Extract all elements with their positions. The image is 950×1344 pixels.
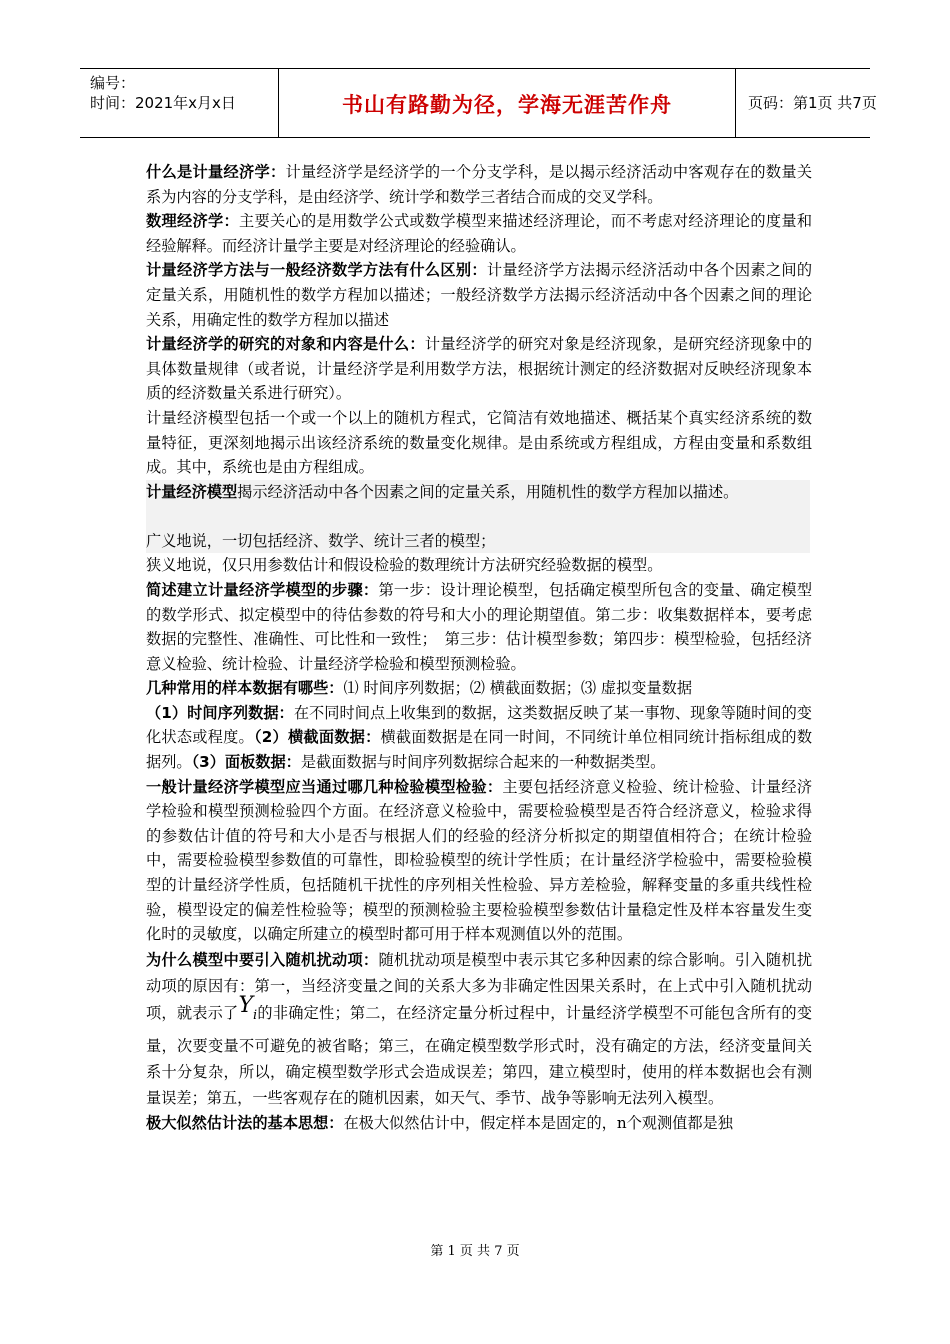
term: 计量经济模型	[146, 482, 238, 501]
paragraph-sample-data	[146, 676, 812, 701]
document-time-label: 时间：2021年x月x日	[90, 94, 236, 112]
term: （1）时间序列数据：	[146, 703, 294, 722]
term: 几种常用的样本数据有哪些：	[146, 679, 344, 698]
paragraph-model-steps	[146, 578, 812, 676]
text: 横截面数据是在同一时间，不同统计单位相同统计指标组成的数据列。	[146, 728, 813, 772]
text: 计量经济模型包括一个或一个以上的随机方程式，它简洁有效地描述、概括某个真实经济系统的数量特征，更深刻地揭示出该经济系统的数量变化规律。是由系统或方程组成，方程由变量和系数组成。其中，系统也是由方程组成。	[146, 408, 812, 477]
header-motto: 书山有路勤为径，学海无涯苦作舟	[342, 93, 672, 117]
term: 简述建立计量经济学模型的步骤：	[146, 580, 379, 599]
paragraph-research-object	[146, 332, 812, 406]
paragraph-mle	[146, 1111, 812, 1136]
text: 揭示经济活动中各个因素之间的定量关系，用随机性的数学方程加以描述。	[237, 482, 739, 501]
term: （2）横截面数据：	[253, 728, 381, 747]
text: 狭义地说，仅只用参数估计和假设检验的数理统计方法研究经验数据的模型。	[146, 556, 663, 575]
paragraph-model-tests	[146, 775, 812, 947]
text: 主要关心的是用数学公式或数学模型来描述经济理论，而不考虑对经济理论的度量和经验解释。而经济计量学主要是对经济理论的经验确认。	[146, 212, 813, 255]
text: 在极大似然估计中，假定样本是固定的，n个观测值都是独	[343, 1114, 733, 1133]
term: 数理经济学：	[146, 212, 239, 231]
term: 什么是计量经济学：	[146, 163, 286, 181]
text: 随机扰动项是模型中表示其它多种因素的综合影响。引入随机扰动项的原因有：第一，当经济变量之间的关系大多为非确定性因果关系时，在上式中引入随机扰动项，就表示了	[146, 950, 813, 1022]
text: 广义地说，一切包括经济、数学、统计三者的模型；	[146, 531, 496, 550]
term: 计量经济学方法与一般经济数学方法有什么区别：	[146, 261, 487, 280]
header-table	[80, 68, 877, 138]
paragraph-data-types	[146, 701, 812, 775]
text: 第一步：设计理论模型，包括确定模型所包含的变量、确定模型的数学形式、拟定模型中的待估参数的符号和大小的理论期望值。第二步：收集数据样本，要考虑数据的完整性、准确性、可比性和一致性； 第三步：估计模型参数；第四步：模型检验，包括经济意义检验、统计检验、计量经济学检验和模型预测检验。	[146, 580, 813, 673]
text: 计量经济学方法揭示经济活动中各个因素之间的定量关系，用随机性的数学方程加以描述；一般经济数学方法揭示经济活动中各个因素之间的理论关系，用确定性的数学方程加以描述	[146, 261, 813, 329]
term: 计量经济学的研究的对象和内容是什么：	[146, 335, 425, 354]
text: 的非确定性；第二，在经济定量分析过程中，计量经济学模型不可能包含所有的变量，次要变量不可避免的被省略；第三，在确定模型数学形式时，没有确定的方法，经济变量间关系十分复杂，所以，确定模型数学形式会造成误差；第四，建立模型时，使用的样本数据也会有测量误差；第五，一些客观存在的随机因素，如天气、季节、战争等影响无法列入模型。	[146, 1003, 813, 1108]
paragraph-model-description	[146, 406, 812, 480]
paragraph-narrow-definition	[146, 553, 812, 578]
page-footer: 第 1 页 共 7 页	[430, 1244, 520, 1259]
document-number-label: 编号：	[90, 74, 136, 92]
header-meta-cell	[80, 69, 278, 137]
term: （3）面板数据：	[191, 753, 301, 772]
header-motto-cell	[278, 69, 736, 137]
paragraph-broad-definition	[146, 529, 810, 554]
header-page-number: 页码：第1页 共7页	[748, 94, 877, 112]
text: 计量经济学的研究对象是经济现象，是研究经济现象中的具体数量规律（或者说，计量经济学是利用数学方法，根据统计测定的经济数据对反映经济现象本质的经济数量关系进行研究）。	[146, 335, 813, 403]
text: 主要包括经济意义检验、统计检验、计量经济学检验和模型预测检验四个方面。在经济意义检验中，需要检验模型是否符合经济意义，检验求得的参数估计值的符号和大小是否与根据人们的经验的经济分析拟定的期望值相符合；在统计检验中，需要检验模型参数值的可靠性，即检验模型的统计学性质；在计量经济学检验中，需要检验模型的计量经济学性质，包括随机干扰性的序列相关性检验、异方差检验，解释变量的多重共线性检验，模型设定的偏差性检验等；模型的预测检验主要检验模型参数估计量稳定性及样本容量发生变化时的灵敏度，以确定所建立的模型时都可用于样本观测值以外的范围。	[146, 777, 813, 944]
yi-symbol: $Y_i$	[238, 992, 258, 1024]
term: 极大似然估计法的基本思想：	[146, 1114, 344, 1133]
term: 为什么模型中要引入随机扰动项：	[146, 950, 379, 969]
text: 在不同时间点上收集到的数据，这类数据反映了某一事物、现象等随时间的变化状态或程度。	[146, 703, 812, 747]
paragraph-random-disturbance	[146, 947, 812, 1111]
term: 一般计量经济学模型应当通过哪几种检验模型检验：	[146, 777, 503, 796]
paragraph-mathematical-economics	[146, 209, 812, 258]
text: ⑴ 时间序列数据；⑵ 横截面数据；⑶ 虚拟变量数据	[343, 679, 693, 698]
paragraph-method-difference	[146, 258, 812, 332]
shaded-block	[146, 480, 810, 554]
text: 是截面数据与时间序列数据综合起来的一种数据类型。	[300, 753, 666, 772]
paragraph-econometrics-definition	[146, 160, 812, 209]
paragraph-econometric-model	[146, 480, 810, 529]
document-body	[146, 160, 812, 1136]
header-page-cell	[736, 69, 877, 137]
text: 计量经济学是经济学的一个分支学科，是以揭示经济活动中客观存在的数量关系为内容的分支学科，是由经济学、统计学和数学三者结合而成的交叉学科。	[146, 163, 813, 206]
